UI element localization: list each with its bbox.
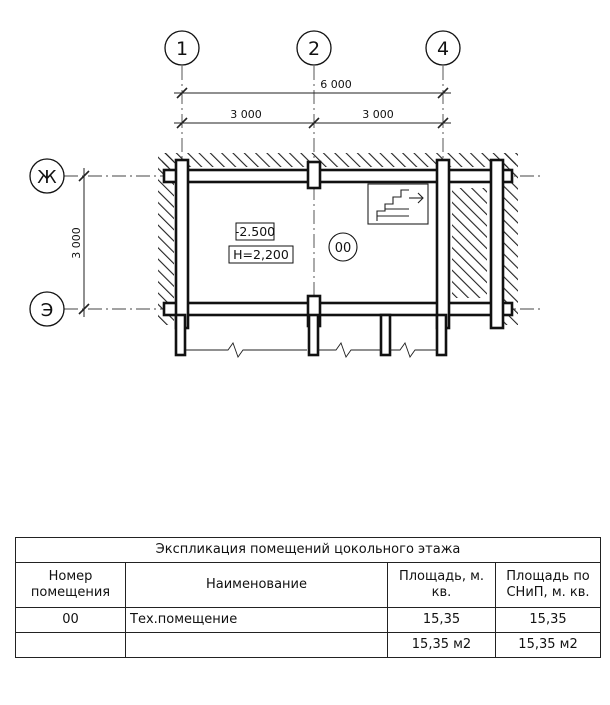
- room-explication-table: [15, 537, 601, 658]
- cell-area-total: 15,35 м2: [388, 633, 496, 658]
- table-row-total: [16, 633, 601, 658]
- room-number: 00: [334, 241, 352, 256]
- dimension-overall: 6 000: [320, 78, 352, 91]
- cell-room-name: Тех.помещение: [126, 608, 388, 633]
- cell-area-snip-total: 15,35 м2: [496, 633, 601, 658]
- axis-bubble-e: [30, 292, 64, 326]
- axis-bubble-zh: [30, 159, 64, 193]
- axis-label-1: 1: [175, 38, 189, 60]
- axis-label-2: 2: [307, 38, 321, 60]
- axis-label-e: Э: [40, 300, 54, 321]
- axis-label-4: 4: [436, 38, 450, 60]
- level-mark: -2.500: [234, 224, 276, 239]
- cell-area: 15,35: [388, 608, 496, 633]
- cell-room-number: 00: [16, 608, 126, 633]
- dimension-span-2-4: 3 000: [362, 108, 394, 121]
- axis-bubble-1: [165, 31, 199, 65]
- room-height: H=2,200: [233, 247, 289, 262]
- header-room-name: Наименование: [126, 563, 388, 608]
- staircase: [368, 184, 428, 224]
- axis-label-zh: Ж: [37, 167, 57, 188]
- axis-bubble-4: [426, 31, 460, 65]
- cell-room-name: [126, 633, 388, 658]
- dimension-vertical: 3 000: [70, 227, 83, 259]
- table-title: Экспликация помещений цокольного этажа: [16, 538, 601, 563]
- header-area-snip: Площадь по СНиП, м. кв.: [496, 563, 601, 608]
- header-area: Площадь, м. кв.: [388, 563, 496, 608]
- header-room-number: Номер помещения: [16, 563, 126, 608]
- cell-area-snip: 15,35: [496, 608, 601, 633]
- axis-bubble-2: [297, 31, 331, 65]
- table-row: [16, 608, 601, 633]
- cell-room-number: [16, 633, 126, 658]
- dimension-span-1-2: 3 000: [230, 108, 262, 121]
